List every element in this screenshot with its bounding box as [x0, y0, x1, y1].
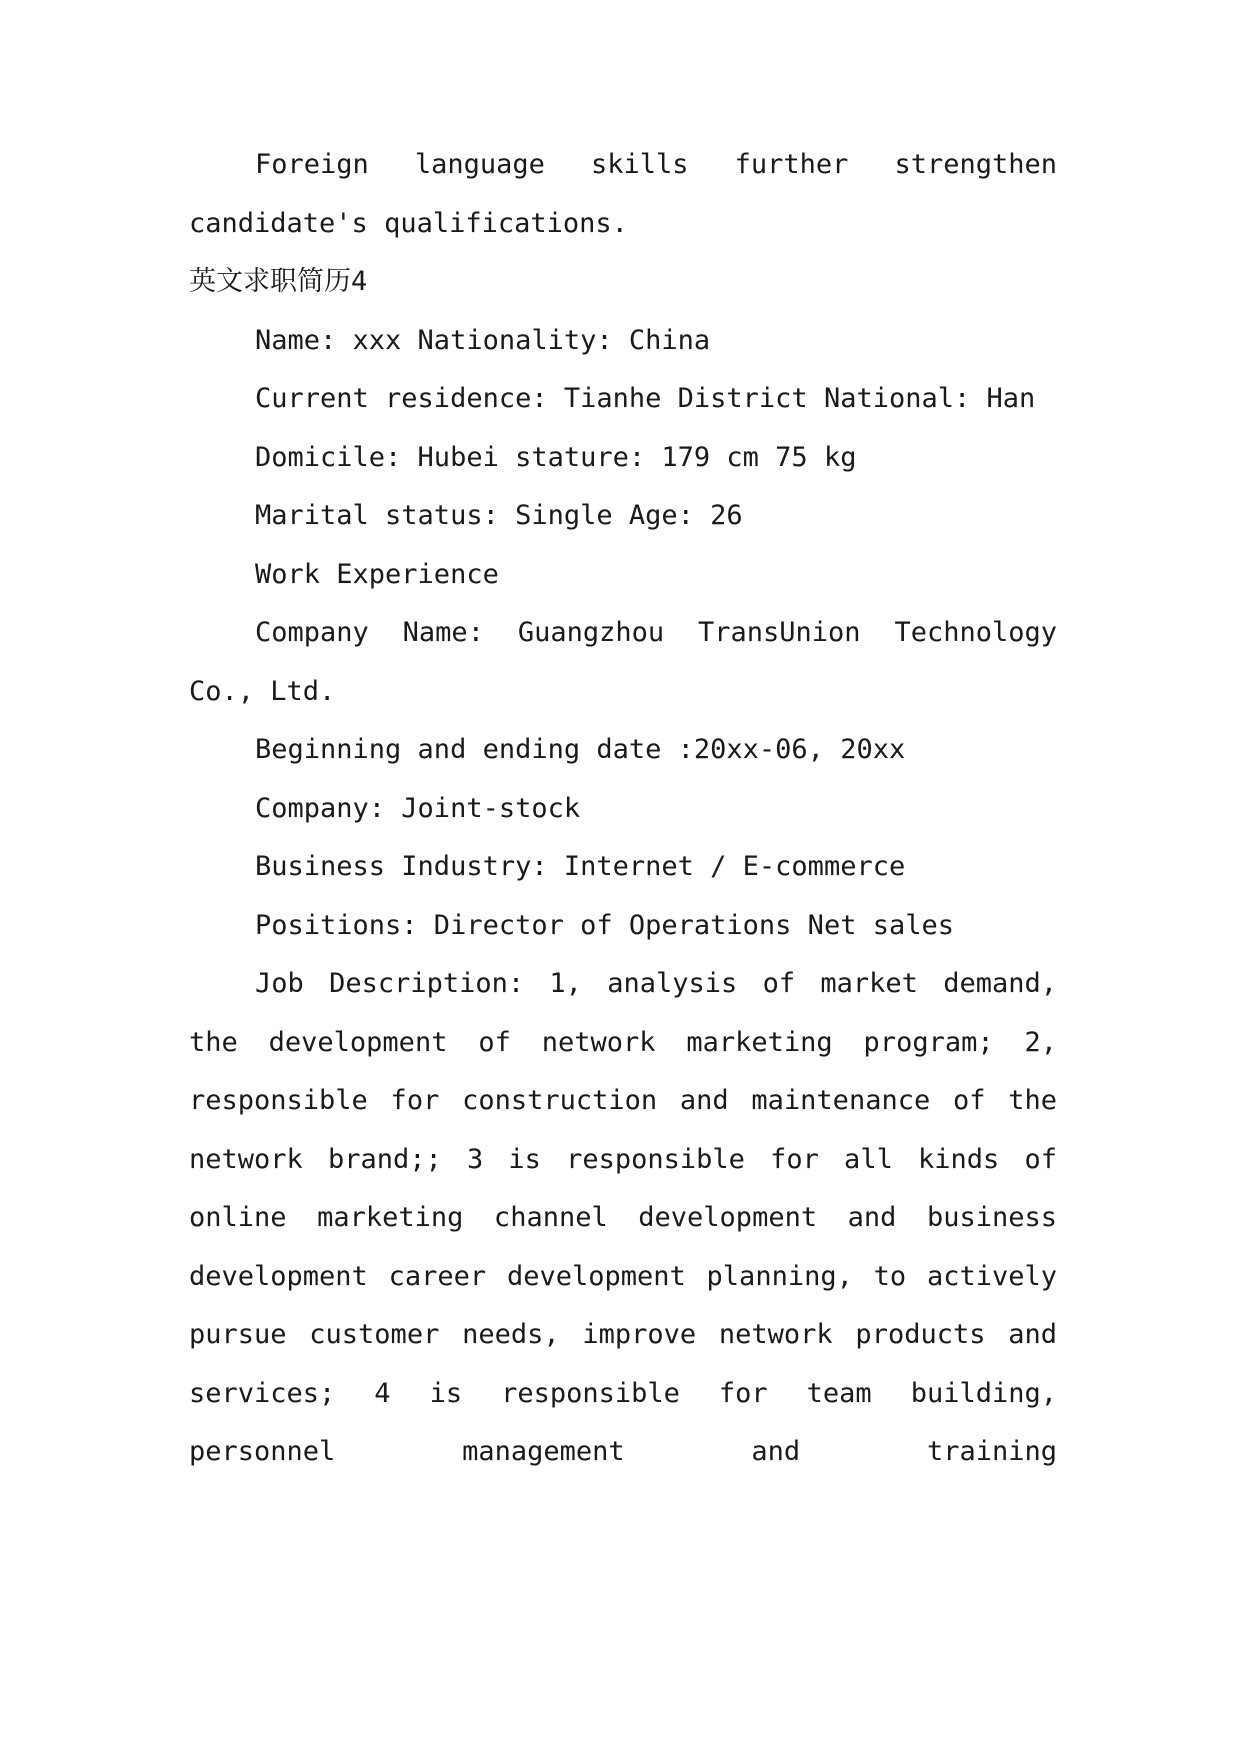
paragraph-foreign-language: Foreign language skills further strengthen candidate's qualifications. [189, 149, 1057, 239]
section-heading-resume-4: 英文求职简历4 [189, 266, 368, 297]
field-name-nationality: Name: xxx Nationality: China [255, 324, 711, 356]
field-company-type: Company: Joint-stock [255, 792, 581, 824]
field-residence-national: Current residence: Tianhe District National: Han [255, 383, 1036, 414]
field-job-description: Job Description: 1, analysis of market demand, the development of network marketing program; 2, responsible for construction and maintenance of the network brand;; 3 is responsible for all kinds of online marketing channel development and business development career development planning, to actively pursue customer needs, improve network products and services; 4 is responsible for team building, personnel management and training [189, 968, 1057, 1467]
field-domicile-stature: Domicile: Hubei stature: 179 cm 75 kg [255, 441, 857, 473]
field-positions: Positions: Director of Operations Net sales [255, 909, 954, 941]
field-business-industry: Business Industry: Internet / E-commerce [255, 851, 906, 882]
field-dates: Beginning and ending date :20xx-06, 20xx [255, 734, 906, 765]
field-marital-age: Marital status: Single Age: 26 [255, 500, 743, 531]
document-body [189, 136, 1057, 1482]
field-company-name: Company Name: Guangzhou TransUnion Technology Co., Ltd. [189, 617, 1057, 707]
section-work-experience: Work Experience [255, 558, 499, 590]
